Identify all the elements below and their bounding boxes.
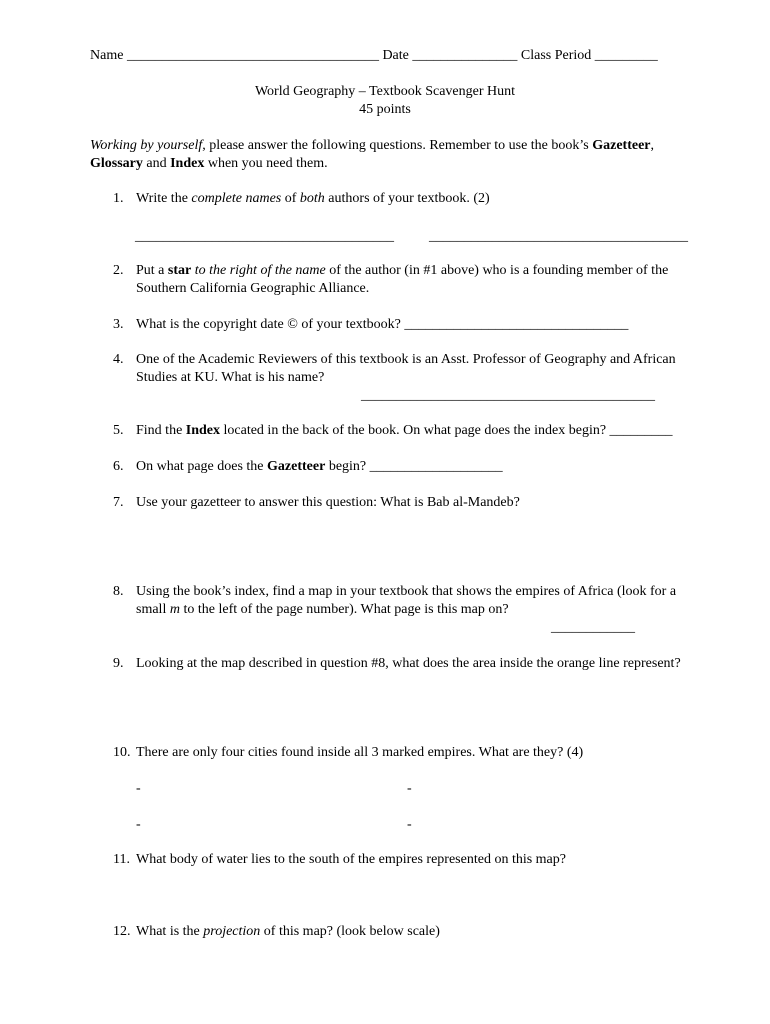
question-8-answer-blank[interactable]: ____________ xyxy=(551,620,635,635)
question-1-number: 1. xyxy=(113,191,124,206)
question-7-number: 7. xyxy=(113,495,124,510)
question-8-text: Using the book’s index, find a map in your textbook that shows the empires of Africa (look for a xyxy=(136,584,677,599)
q12-part: of this map? (look below scale) xyxy=(260,924,440,939)
q6-part: On what page does the xyxy=(136,459,268,474)
q2-italic: to the right of the name xyxy=(191,263,326,278)
q12-italic-projection: projection xyxy=(203,924,261,939)
question-4-number: 4. xyxy=(113,352,124,367)
question-1-answer-blank-b[interactable]: _____________________________________ xyxy=(429,229,688,244)
q6-bold-gazetteer: Gazetteer xyxy=(267,459,326,474)
q8-part: to the left of the page number). What page is this map on? xyxy=(179,602,509,617)
city-answer-dash[interactable]: - xyxy=(136,781,141,796)
q5-bold-index: Index xyxy=(185,423,221,438)
intro-line-2 xyxy=(90,155,328,173)
q1-part: authors of your textbook. (2) xyxy=(324,191,490,206)
question-12-number: 12. xyxy=(113,924,131,939)
question-10-text: There are only four cities found inside all 3 marked empires. What are they? (4) xyxy=(136,745,584,760)
city-answer-dash[interactable]: - xyxy=(407,817,412,832)
question-8-text-line-2 xyxy=(136,601,509,619)
intro-comma: , xyxy=(650,138,655,153)
q12-part: What is the xyxy=(136,924,204,939)
q2-part: of the author (in #1 above) who is a founding member of the xyxy=(325,263,669,278)
points-subtitle: 45 points xyxy=(359,102,411,117)
question-7-text: Use your gazetteer to answer this question: What is Bab al-Mandeb? xyxy=(136,495,520,510)
worksheet-title: World Geography – Textbook Scavenger Hunt xyxy=(254,84,516,99)
intro-and: and xyxy=(142,156,171,171)
q1-italic-both: both xyxy=(299,191,325,206)
question-4-text-line-2: Studies at KU. What is his name? xyxy=(136,370,325,385)
question-5-number: 5. xyxy=(113,423,124,438)
question-3-number: 3. xyxy=(113,317,124,332)
intro-italic-lead: Working by yourself xyxy=(90,138,203,153)
class-period-blank[interactable]: _________ xyxy=(594,48,658,63)
intro-gazetteer: Gazetteer xyxy=(592,138,651,153)
question-4-answer-blank[interactable]: __________________________________________ xyxy=(361,388,655,403)
question-2-text-line-2: Southern California Geographic Alliance. xyxy=(136,281,370,296)
q1-part: Write the xyxy=(136,191,192,206)
q1-part: of xyxy=(281,191,300,206)
q5-part: Find the xyxy=(136,423,186,438)
date-label: Date xyxy=(382,48,409,63)
city-answer-dash[interactable]: - xyxy=(407,781,412,796)
question-5-text xyxy=(136,422,673,440)
question-3-text: What is the copyright date © of your textbook? ________________________________ xyxy=(136,317,629,332)
class-period-label: Class Period xyxy=(520,48,592,63)
question-8-number: 8. xyxy=(113,584,124,599)
question-12-text xyxy=(136,923,440,941)
intro-line-1 xyxy=(90,137,654,155)
question-9-text: Looking at the map described in question #8, what does the area inside the orange line represent? xyxy=(136,656,681,671)
intro-text-2: when you need them. xyxy=(204,156,328,171)
intro-index: Index xyxy=(170,156,205,171)
q8-part: small xyxy=(136,602,170,617)
question-2-number: 2. xyxy=(113,263,124,278)
date-blank[interactable]: _______________ xyxy=(412,48,518,63)
intro-glossary: Glossary xyxy=(90,156,143,171)
question-11-text: What body of water lies to the south of the empires represented on this map? xyxy=(136,852,566,867)
q6-part: begin? ___________________ xyxy=(325,459,503,474)
question-6-text xyxy=(136,458,503,476)
question-9-number: 9. xyxy=(113,656,124,671)
header-line xyxy=(90,47,658,65)
q2-part: Put a xyxy=(136,263,168,278)
city-answer-dash[interactable]: - xyxy=(136,817,141,832)
question-2-text xyxy=(136,262,668,280)
question-1-text xyxy=(136,190,490,208)
question-10-number: 10. xyxy=(113,745,131,760)
intro-text-1: , please answer the following questions. Remember to use the book’s xyxy=(202,138,593,153)
q5-part: located in the back of the book. On what page does the index begin? _________ xyxy=(220,423,673,438)
question-4-text: One of the Academic Reviewers of this textbook is an Asst. Professor of Geography and African xyxy=(136,352,676,367)
question-11-number: 11. xyxy=(113,852,130,867)
q1-italic-complete-names: complete names xyxy=(191,191,282,206)
q2-bold-star: star xyxy=(167,263,192,278)
question-1-answer-blank-a[interactable]: _____________________________________ xyxy=(135,229,394,244)
name-blank[interactable]: ____________________________________ xyxy=(126,48,379,63)
q8-italic-m: m xyxy=(169,602,180,617)
question-6-number: 6. xyxy=(113,459,124,474)
name-label: Name xyxy=(90,48,124,63)
